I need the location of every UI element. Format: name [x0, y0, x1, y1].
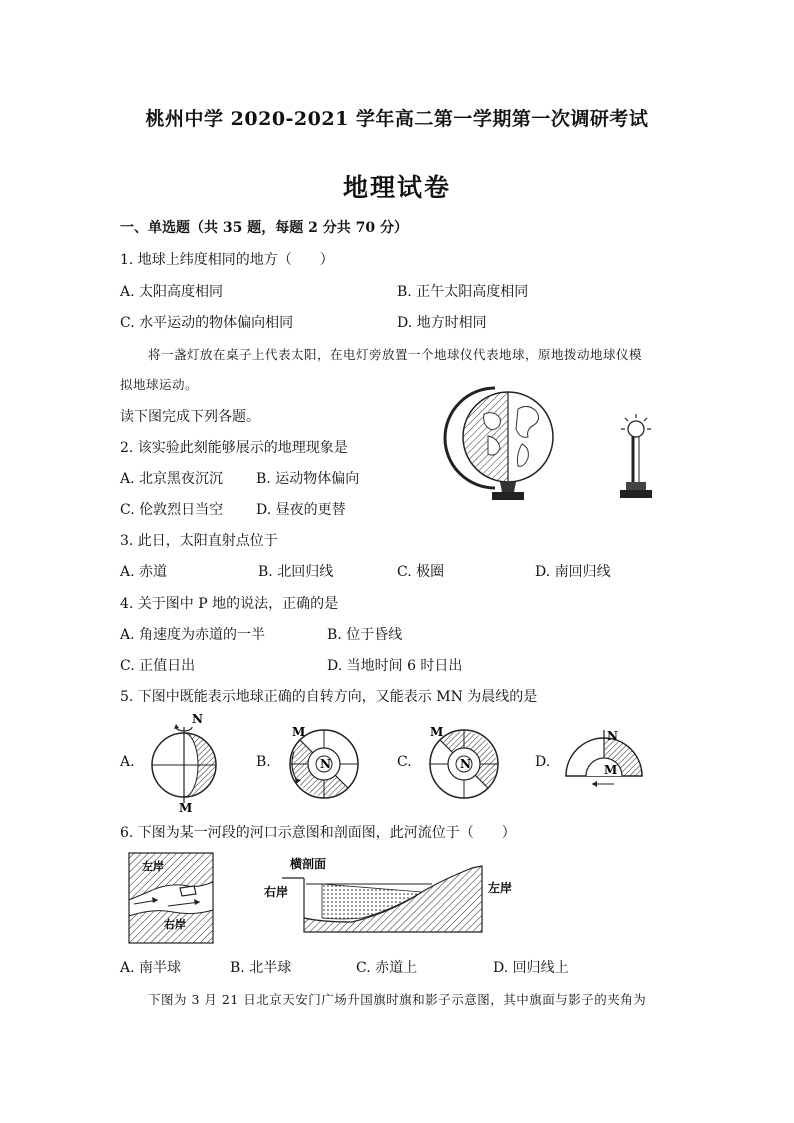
q6-option-b[interactable]: B. 北半球 [230, 960, 292, 976]
section-left-bank-label: 左岸 [488, 881, 513, 895]
q4-stem: 4. 关于图中 P 地的说法，正确的是 [120, 596, 339, 612]
passage2-line1: 下图为 3 月 21 日北京天安门广场升国旗时旗和影子示意图，其中旗面与影子的夹角为 [148, 992, 647, 1007]
q6-option-c[interactable]: C. 赤道上 [356, 960, 418, 976]
map-right-bank-label: 右岸 [164, 918, 186, 931]
q3-option-c[interactable]: C. 极圈 [397, 564, 445, 580]
q6-stem: 6. 下图为某一河段的河口示意图和剖面图，此河流位于（ ） [120, 825, 516, 841]
q2-stem: 2. 该实验此刻能够展示的地理现象是 [120, 440, 348, 456]
q4-option-d[interactable]: D. 当地时间 6 时日出 [327, 658, 463, 674]
map-left-bank-label: 左岸 [142, 860, 164, 873]
q1-option-c[interactable]: C. 水平运动的物体偏向相同 [120, 315, 294, 331]
q2-option-d[interactable]: D. 昼夜的更替 [256, 502, 346, 518]
q5-a-label-n: N [192, 712, 203, 726]
q1-stem: 1. 地球上纬度相同的地方（ ） [120, 252, 334, 268]
passage1-line3: 读下图完成下列各题。 [120, 409, 260, 425]
q1-option-b[interactable]: B. 正午太阳高度相同 [397, 284, 529, 300]
q3-stem: 3. 此日，太阳直射点位于 [120, 533, 278, 549]
q2-option-c[interactable]: C. 伦敦烈日当空 [120, 502, 224, 518]
q6-option-d[interactable]: D. 回归线上 [493, 960, 569, 976]
q5-diagram-d [564, 728, 644, 788]
passage1-line2: 拟地球运动。 [120, 377, 199, 392]
river-mouth-map [128, 852, 214, 944]
q6-option-a[interactable]: A. 南半球 [120, 960, 182, 976]
school-exam-title: 桃州中学 2020-2021 学年高二第一学期第一次调研考试 [145, 108, 649, 130]
q5-diagram-a [150, 713, 220, 813]
q1-option-d[interactable]: D. 地方时相同 [397, 315, 487, 331]
q3-option-b[interactable]: B. 北回归线 [258, 564, 334, 580]
q5-b-label-n: N [320, 757, 331, 771]
globe-lamp-figure [448, 374, 678, 502]
subject-title: 地理试卷 [342, 173, 451, 202]
q5-a-label-m: M [179, 801, 193, 815]
q3-option-a[interactable]: A. 赤道 [120, 564, 168, 580]
q5-option-a[interactable]: A. [120, 754, 135, 770]
q5-option-d[interactable]: D. [535, 754, 551, 770]
q2-option-a[interactable]: A. 北京黑夜沉沉 [120, 471, 224, 487]
q5-diagram-b [284, 722, 364, 802]
q5-c-label-m: M [430, 725, 444, 739]
q5-d-label-n: N [607, 729, 618, 743]
q5-option-b[interactable]: B. [256, 754, 271, 770]
q5-b-label-m: M [292, 725, 306, 739]
section-title-label: 横剖面 [290, 857, 327, 871]
q5-c-label-n: N [460, 757, 471, 771]
q5-option-c[interactable]: C. [397, 754, 412, 770]
section-right-bank-label: 右岸 [264, 885, 289, 899]
q4-option-a[interactable]: A. 角速度为赤道的一半 [120, 627, 266, 643]
q5-diagram-c [424, 722, 504, 802]
q3-option-d[interactable]: D. 南回归线 [535, 564, 611, 580]
section-heading: 一、单选题（共 35 题，每题 2 分共 70 分） [120, 220, 408, 236]
q4-option-c[interactable]: C. 正值日出 [120, 658, 196, 674]
passage1-line1: 将一盏灯放在桌子上代表太阳，在电灯旁放置一个地球仪代表地球，原地拨动地球仪模 [148, 347, 643, 362]
q1-option-a[interactable]: A. 太阳高度相同 [120, 284, 224, 300]
q5-d-label-m: M [604, 763, 618, 777]
q4-option-b[interactable]: B. 位于昏线 [327, 627, 403, 643]
q5-stem: 5. 下图中既能表示地球正确的自转方向，又能表示 MN 为晨线的是 [120, 689, 538, 705]
q2-option-b[interactable]: B. 运动物体偏向 [256, 471, 360, 487]
river-cross-section [262, 852, 522, 944]
